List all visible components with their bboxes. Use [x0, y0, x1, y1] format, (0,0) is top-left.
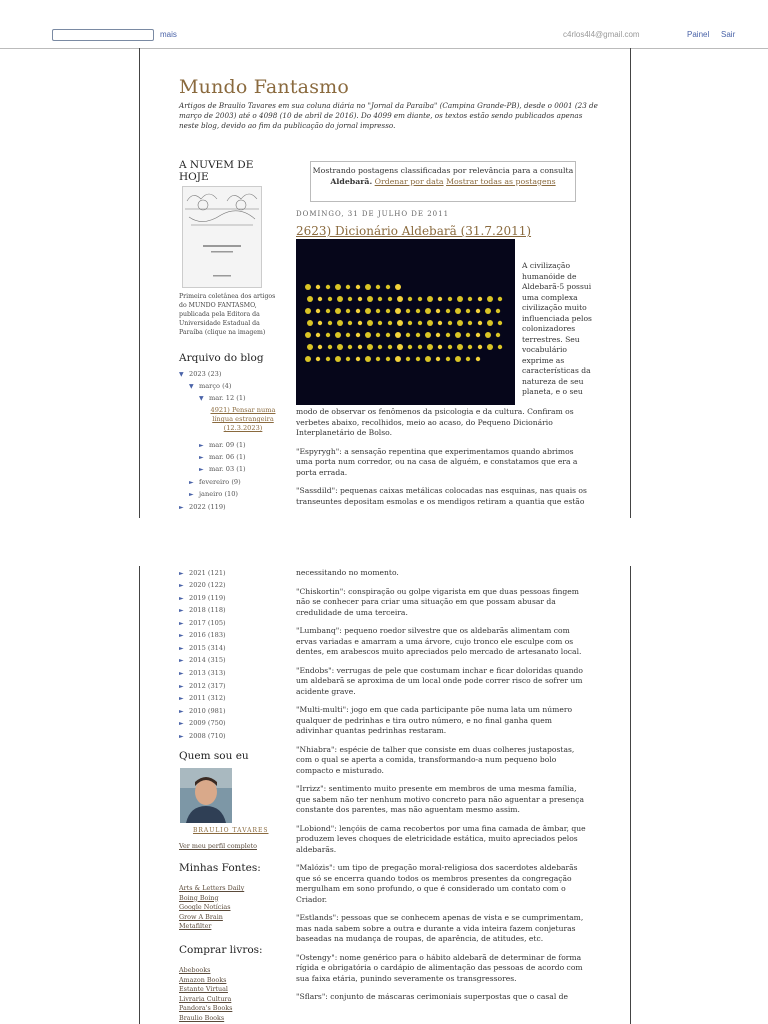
post-date-header: DOMINGO, 31 DE JULHO DE 2011 — [296, 210, 450, 218]
glyph-mark — [438, 345, 442, 349]
glyph-mark — [318, 345, 322, 349]
glyph-mark — [406, 309, 410, 313]
post-title[interactable]: 2623) Dicionário Aldebarã (31.7.2011) — [296, 224, 532, 238]
glyph-mark — [446, 333, 450, 337]
mais-link[interactable]: mais — [160, 30, 177, 39]
glyph-mark — [436, 357, 440, 361]
glyph-mark — [455, 308, 461, 314]
glyph-mark — [457, 344, 463, 350]
glyph-mark — [378, 321, 382, 325]
collapse-triangle-icon[interactable]: ► — [179, 595, 184, 602]
collapse-triangle-icon[interactable]: ► — [179, 504, 184, 511]
order-by-date-link[interactable]: Ordenar por data — [374, 177, 444, 186]
collapse-triangle-icon[interactable]: ► — [189, 479, 194, 486]
page-break-gap — [0, 518, 768, 566]
notice-query: Aldebarã. — [330, 177, 373, 186]
profile-photo[interactable] — [180, 768, 232, 823]
glyph-mark — [457, 296, 463, 302]
fonte-link[interactable]: Metafilter — [179, 922, 212, 930]
post-entry: "Sassdild": pequenas caixas metálicas colocadas nas esquinas, nas quais os transeuntes depositam esmolas e os mendigos retiram a quantia que estão — [296, 486, 587, 506]
archive-year[interactable]: ► 2020 (122) — [179, 581, 226, 589]
glyph-mark — [466, 333, 470, 337]
expand-triangle-icon[interactable]: ▼ — [189, 383, 194, 390]
collapse-triangle-icon[interactable]: ► — [179, 620, 184, 627]
glyph-mark — [395, 356, 401, 362]
glyph-mark — [408, 345, 412, 349]
glyph-mark — [395, 308, 401, 314]
glyph-mark — [335, 356, 341, 362]
glyph-mark — [446, 357, 450, 361]
glyph-mark — [328, 297, 332, 301]
glyph-mark — [346, 357, 350, 361]
glyph-mark — [328, 321, 332, 325]
fonte-link[interactable]: Boing Boing — [179, 893, 219, 902]
post-entry: "Estlands": pessoas que se conhecem apenas de vista e se cumprimentam, mas nada sabem sobre a outra e durante a vida inteira fazem conjeturas baseadas na mudança de roupas, de aparência, de atitudes, etc. — [296, 913, 584, 943]
book-caption: Primeira coletânea dos artigos do MUNDO FANTASMO, publicada pela Editora da Universidade Estadual da Paraíba (clique na imagem) — [179, 293, 276, 336]
post-intro-wrap: A civilização humanóide de Aldebarã-5 possui uma complexa civilização muito influenciada pelos colonizadores terrestres. Seu vocabulário exprime as características da natureza de seu planeta, e o seu — [522, 261, 592, 396]
livro-link[interactable]: Abebooks — [179, 966, 211, 974]
expand-triangle-icon[interactable]: ▼ — [179, 371, 184, 378]
comprar-list — [179, 966, 232, 1023]
glyph-mark — [388, 297, 392, 301]
post-body-top — [296, 407, 590, 515]
glyph-mark — [395, 332, 401, 338]
collapse-triangle-icon[interactable]: ► — [179, 645, 184, 652]
post-entry: "Nhiabra": espécie de talher que consiste em duas colheres justapostas, com o qual se aperta a comida, transformando-a num pequeno bolo compacto e misturado. — [296, 744, 575, 775]
glyph-mark — [468, 345, 472, 349]
glyph-mark — [466, 357, 470, 361]
glyph-mark — [346, 285, 350, 289]
archive-month-marco[interactable]: ▼ março (4) — [189, 382, 232, 390]
fonte-link[interactable]: Arts & Letters Daily — [179, 884, 245, 892]
glyph-mark — [305, 308, 311, 314]
livro-link[interactable]: Livraria Cultura — [179, 994, 232, 1003]
glyph-mark — [305, 356, 311, 362]
glyph-mark — [388, 321, 392, 325]
glyph-mark — [307, 320, 313, 326]
glyph-mark — [418, 345, 422, 349]
glyph-mark — [346, 333, 350, 337]
glyph-mark — [436, 309, 440, 313]
archive-heading: Arquivo do blog — [179, 352, 264, 364]
book-cover-art — [183, 187, 261, 287]
glyph-mark — [416, 357, 420, 361]
glyph-mark — [326, 285, 330, 289]
glyph-mark — [337, 320, 343, 326]
glyph-mark — [485, 332, 491, 338]
glyph-mark — [416, 309, 420, 313]
glyph-mark — [397, 296, 403, 302]
glyph-mark — [348, 297, 352, 301]
glyph-mark — [337, 296, 343, 302]
full-profile-link[interactable]: Ver meu perfil completo — [179, 842, 257, 850]
archive-post-link[interactable]: 4921) Pensar numa língua estrangeira (12.3.2023) — [210, 406, 276, 432]
nuvem-heading: A NUVEM DE HOJE — [179, 159, 254, 183]
glyph-mark — [358, 345, 362, 349]
archive-year[interactable]: ► 2016 (183) — [179, 631, 226, 639]
archive-year[interactable]: ► 2017 (105) — [179, 619, 226, 627]
glyph-mark — [386, 285, 390, 289]
glyph-mark — [408, 321, 412, 325]
collapse-triangle-icon[interactable]: ► — [199, 442, 204, 449]
glyph-mark — [376, 357, 380, 361]
painel-link[interactable]: Painel — [687, 30, 710, 39]
glyph-mark — [406, 333, 410, 337]
glyph-mark — [365, 284, 371, 290]
glyph-mark — [395, 284, 401, 290]
glyph-mark — [307, 344, 313, 350]
collapse-triangle-icon[interactable]: ► — [179, 720, 184, 727]
archive-year-2022[interactable]: ► 2022 (119) — [179, 503, 226, 511]
glyph-mark — [478, 297, 482, 301]
glyph-mark — [468, 321, 472, 325]
glyph-mark — [457, 320, 463, 326]
glyph-mark — [367, 320, 373, 326]
expand-triangle-icon[interactable]: ▼ — [199, 395, 204, 402]
glyph-mark — [496, 333, 500, 337]
archive-day-mar03[interactable]: ► mar. 03 (1) — [199, 465, 246, 473]
glyph-mark — [367, 344, 373, 350]
collapse-triangle-icon[interactable]: ► — [179, 657, 184, 664]
glyph-mark — [318, 297, 322, 301]
glyph-mark — [346, 309, 350, 313]
profile-heading: Quem sou eu — [179, 750, 249, 762]
glyph-mark — [356, 357, 360, 361]
glyph-mark — [498, 345, 502, 349]
glyph-mark — [485, 308, 491, 314]
post-entry: "Sflars": conjunto de máscaras cerimoniais superpostas que o casal de — [296, 992, 569, 1001]
archive-day-mar06[interactable]: ► mar. 06 (1) — [199, 453, 246, 461]
glyph-mark — [386, 309, 390, 313]
archive-day-mar12[interactable]: ▼ mar. 12 (1) — [199, 394, 246, 402]
glyph-mark — [418, 297, 422, 301]
glyph-mark — [406, 357, 410, 361]
post-entry: "Multi-multi": jogo em que cada participante põe numa lata um número qualquer de pedrinhas e tira outro número, e no final ganha quem adivinhar quantas pedrinhas restaram. — [296, 705, 573, 735]
glyph-mark — [397, 344, 403, 350]
search-input[interactable] — [52, 29, 154, 41]
livro-link[interactable]: Amazon Books — [179, 975, 227, 984]
post-entry: "Lumbanq": pequeno roedor silvestre que os aldebarãs alimentam com ervas variadas e amarram a uma árvore, cujo tronco ele esculpe com os dentes, em arabescos muito apreciados pelo mercado de artesanato local. — [296, 626, 582, 656]
glyph-mark — [478, 345, 482, 349]
collapse-triangle-icon[interactable]: ► — [179, 632, 184, 639]
collapse-triangle-icon[interactable]: ► — [179, 670, 184, 677]
post-entry: "Endobs": verrugas de pele que costumam inchar e ficar doloridas quando um aldebarã se aproxima de um local onde pode correr risco de sofrer um acidente grave. — [296, 665, 583, 696]
collapse-triangle-icon[interactable]: ► — [179, 695, 184, 702]
glyph-mark — [487, 296, 493, 302]
glyph-mark — [328, 345, 332, 349]
glyph-mark — [307, 296, 313, 302]
glyph-mark — [356, 333, 360, 337]
glyph-mark — [335, 308, 341, 314]
glyph-mark — [305, 284, 311, 290]
glyph-mark — [378, 297, 382, 301]
archive-year[interactable]: ► 2011 (312) — [179, 694, 226, 702]
glyph-mark — [365, 356, 371, 362]
livro-link[interactable]: Braulio Books — [179, 1013, 225, 1022]
archive-month-janeiro[interactable]: ► janeiro (10) — [189, 490, 238, 498]
profile-name-link[interactable]: BRAULIO TAVARES — [193, 827, 269, 834]
glyph-mark — [326, 357, 330, 361]
collapse-triangle-icon[interactable]: ► — [199, 466, 204, 473]
glyph-mark — [448, 321, 452, 325]
glyph-mark — [326, 333, 330, 337]
glyph-mark — [358, 297, 362, 301]
glyph-mark — [348, 321, 352, 325]
post-entry: "Irrizz": sentimento muito presente em membros de uma mesma família, que sabem não ter nenhum motivo concreto para não aguentar a presença constante dos parentes, mas não aguentam mesmo assim. — [296, 784, 585, 814]
glyph-mark — [427, 320, 433, 326]
glyph-mark — [386, 333, 390, 337]
collapse-triangle-icon[interactable]: ► — [199, 454, 204, 461]
post-image[interactable] — [296, 239, 515, 405]
user-email: c4rlos4l4@gmail.com — [563, 30, 640, 39]
archive-year[interactable]: ► 2012 (317) — [179, 682, 226, 690]
archive-year[interactable]: ► 2018 (118) — [179, 606, 226, 614]
glyph-mark — [498, 297, 502, 301]
archive-month-fevereiro[interactable]: ► fevereiro (9) — [189, 478, 241, 486]
glyph-mark — [376, 309, 380, 313]
glyph-mark — [326, 309, 330, 313]
glyph-mark — [425, 308, 431, 314]
glyph-mark — [466, 309, 470, 313]
glyph-mark — [316, 333, 320, 337]
glyph-mark — [305, 332, 311, 338]
glyph-mark — [378, 345, 382, 349]
search-results-notice — [310, 161, 576, 202]
glyph-mark — [476, 309, 480, 313]
post-body-bottom — [296, 568, 590, 1011]
glyph-mark — [418, 321, 422, 325]
glyph-mark — [316, 357, 320, 361]
glyph-mark — [337, 344, 343, 350]
post-entry: "Malózis": um tipo de pregação moral-religiosa dos sacerdotes aldebarãs que só se encerra quando todos os membros presentes da congregação mergulham em sono profundo, o que é considerado um contato com o Criador. — [296, 863, 578, 904]
glyph-mark — [376, 285, 380, 289]
glyph-mark — [455, 356, 461, 362]
glyph-mark — [498, 321, 502, 325]
glyph-mark — [316, 285, 320, 289]
avatar — [180, 768, 232, 823]
blog-title[interactable]: Mundo Fantasmo — [179, 76, 349, 98]
glyph-mark — [476, 333, 480, 337]
glyph-mark — [356, 285, 360, 289]
show-all-posts-link[interactable]: Mostrar todas as postagens — [446, 177, 556, 186]
collapse-triangle-icon[interactable]: ► — [189, 491, 194, 498]
collapse-triangle-icon[interactable]: ► — [179, 733, 184, 740]
glyph-mark — [358, 321, 362, 325]
blog-description: Artigos de Braulio Tavares em sua coluna diária no "Jornal da Paraíba" (Campina Grande-PB), desde o 0001 (23 de março de 2003) até o 4098 (10 de abril de 2016). Do 4099 em diante, os textos estão sendo publicados apenas neste blog, devido ao fim da publicação do jornal impresso. — [179, 101, 598, 130]
fontes-heading: Minhas Fontes: — [179, 862, 261, 874]
glyph-mark — [367, 296, 373, 302]
glyph-mark — [427, 296, 433, 302]
archive-year[interactable]: ► 2014 (315) — [179, 656, 226, 664]
glyph-mark — [436, 333, 440, 337]
glyph-mark — [335, 284, 341, 290]
post-entry: necessitando no momento. — [296, 568, 399, 577]
glyph-mark — [365, 308, 371, 314]
livro-link[interactable]: Pandora's Books — [179, 1004, 233, 1012]
glyph-mark — [487, 320, 493, 326]
collapse-triangle-icon[interactable]: ► — [179, 683, 184, 690]
glyph-mark — [416, 333, 420, 337]
glyph-mark — [356, 309, 360, 313]
fonte-link[interactable]: Google Notícias — [179, 903, 231, 911]
glyph-mark — [335, 332, 341, 338]
sair-link[interactable]: Sair — [721, 30, 736, 39]
collapse-triangle-icon[interactable]: ► — [179, 607, 184, 614]
collapse-triangle-icon[interactable]: ► — [179, 570, 184, 577]
glyph-mark — [316, 309, 320, 313]
archive-year[interactable]: ► 2009 (750) — [179, 719, 226, 727]
glyph-mark — [425, 356, 431, 362]
glyph-mark — [408, 297, 412, 301]
comprar-heading: Comprar livros: — [179, 944, 263, 956]
glyph-mark — [446, 309, 450, 313]
archive-year[interactable]: ► 2010 (981) — [179, 707, 226, 715]
glyph-mark — [388, 345, 392, 349]
archive-year[interactable]: ► 2013 (313) — [179, 669, 226, 677]
archive-year[interactable]: ► 2019 (119) — [179, 594, 226, 602]
archive-year[interactable]: ► 2021 (121) — [179, 569, 226, 577]
glyph-mark — [425, 332, 431, 338]
archive-year[interactable]: ► 2008 (710) — [179, 732, 226, 740]
post-entry: "Chiskortin": conspiração ou golpe vigarista em que duas pessoas fingem não se conhecer para criar uma situação em que possam abusar da credulidade de uma terceira. — [296, 586, 579, 617]
post-entry: "Espyrygh": a sensação repentina que experimentamos quando abrimos uma porta num corredor, ou na casa de alguém, e constatamos que era a porta errada. — [296, 446, 578, 477]
glyph-mark — [365, 332, 371, 338]
post-intro: modo de observar os fenômenos da psicologia e da cultura. Confiram os verbetes abaixo, recolhidos, meio ao acaso, do Pequeno Dicionário Interplanetário de Bolso. — [296, 407, 574, 437]
archive-year-2023[interactable]: ▼ 2023 (23) — [179, 370, 222, 378]
glyph-mark — [476, 357, 480, 361]
glyph-mark — [468, 297, 472, 301]
post-entry: "Lobiond": lençóis de cama recobertos por uma fina camada de âmbar, que produzem leves choques de eletricidade estática, muito apreciados pelos aldebarãs. — [296, 823, 586, 854]
glyph-mark — [455, 332, 461, 338]
archive-day-mar09[interactable]: ► mar. 09 (1) — [199, 441, 246, 449]
glyph-mark — [448, 297, 452, 301]
alien-glyph-image — [296, 239, 515, 405]
fonte-link[interactable]: Grow A Brain — [179, 912, 223, 921]
glyph-mark — [376, 333, 380, 337]
fontes-list — [179, 884, 244, 932]
glyph-mark — [438, 297, 442, 301]
blogger-navbar — [0, 0, 768, 49]
archive-year[interactable]: ► 2015 (314) — [179, 644, 226, 652]
livro-link[interactable]: Estante Virtual — [179, 985, 228, 993]
book-cover-image[interactable] — [182, 186, 262, 288]
post-entry: "Ostengy": nome genérico para o hábito aldebarã de determinar de forma rígida e obrigatória o cardápio de alimentação das pessoas de acordo com sua faixa etária, punindo severamente os transgressores. — [296, 952, 583, 983]
glyph-mark — [496, 309, 500, 313]
glyph-mark — [427, 344, 433, 350]
glyph-mark — [478, 321, 482, 325]
glyph-mark — [348, 345, 352, 349]
notice-text: Mostrando postagens classificadas por relevância para a consulta — [312, 166, 574, 175]
collapse-triangle-icon[interactable]: ► — [179, 708, 184, 715]
glyph-mark — [386, 357, 390, 361]
glyph-mark — [438, 321, 442, 325]
glyph-mark — [318, 321, 322, 325]
glyph-mark — [448, 345, 452, 349]
collapse-triangle-icon[interactable]: ► — [179, 582, 184, 589]
glyph-mark — [487, 344, 493, 350]
glyph-mark — [397, 320, 403, 326]
